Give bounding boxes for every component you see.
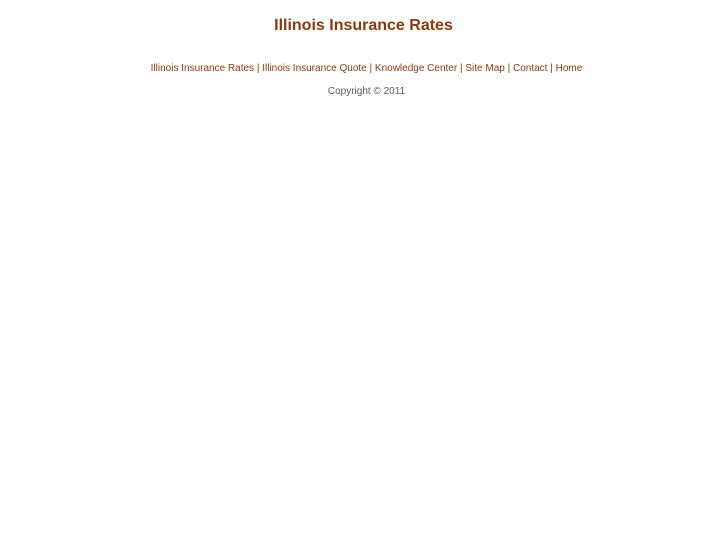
nav-link-knowledge-center[interactable]: Knowledge Center — [374, 63, 458, 74]
nav-separator: | — [507, 63, 511, 74]
page-title: Illinois Insurance Rates — [274, 17, 453, 34]
nav-link-site-map[interactable]: Site Map — [465, 63, 505, 74]
nav-link-home[interactable]: Home — [555, 63, 583, 74]
footer-nav — [0, 62, 727, 75]
nav-link-illinois-insurance-rates[interactable]: Illinois Insurance Rates — [150, 63, 255, 74]
nav-link-illinois-insurance-quote[interactable]: Illinois Insurance Quote — [262, 63, 367, 74]
nav-separator: | — [459, 63, 463, 74]
copyright-notice: Copyright © 2011 — [327, 86, 406, 97]
nav-link-contact[interactable]: Contact — [513, 63, 548, 74]
nav-separator: | — [369, 63, 373, 74]
nav-separator: | — [550, 63, 553, 74]
nav-separator: | — [256, 63, 260, 74]
